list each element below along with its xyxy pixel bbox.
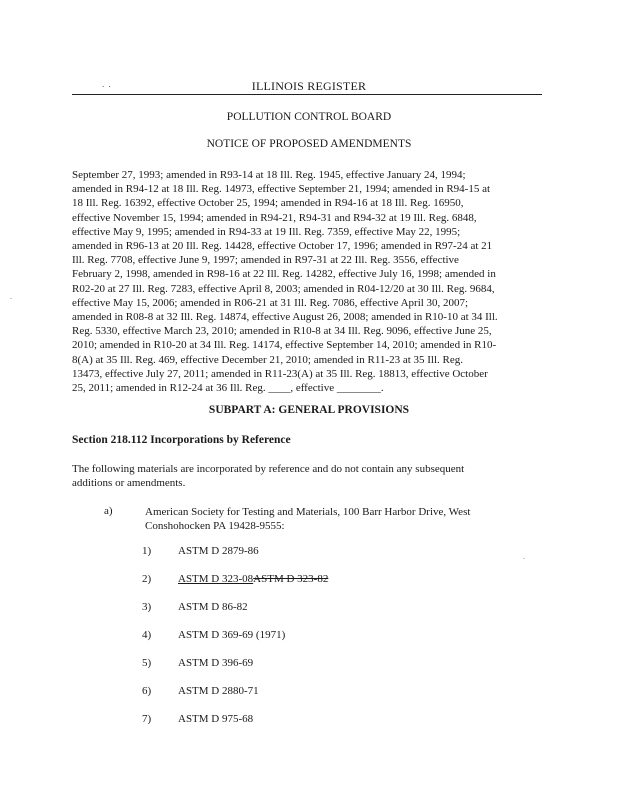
source-line: amended in R94-12 at 18 Ill. Reg. 14973, effective September 21, 1994; amended in R94-15 at <box>72 183 491 196</box>
source-line: R02-20 at 27 Ill. Reg. 7283, effective April 8, 2003; amended in R04-12/20 at 30 Ill. Reg. 9684, <box>72 282 495 295</box>
margin-mark: . <box>523 552 525 561</box>
intro-paragraph <box>72 462 542 490</box>
list-item-text: ASTM D 2879-86 <box>178 545 259 557</box>
section-heading: Section 218.112 Incorporations by Reference <box>72 434 291 446</box>
source-line: September 27, 1993; amended in R93-14 at 18 Ill. Reg. 1945, effective January 24, 1994; <box>72 169 466 181</box>
list-item-text: ASTM D 975-68 <box>178 713 254 725</box>
deleted-text: ASTM D 323-82 <box>253 573 329 585</box>
header-rule <box>72 94 542 95</box>
list-item-number: 1) <box>142 545 152 557</box>
subpart-heading: SUBPART A: GENERAL PROVISIONS <box>208 404 410 416</box>
added-text: ASTM D 323-08 <box>178 573 254 585</box>
margin-mark: . <box>10 292 12 301</box>
list-item-number: 3) <box>142 601 152 613</box>
source-line: Ill. Reg. 7708, effective June 9, 1997; amended in R97-31 at 22 Ill. Reg. 3556, effective <box>72 254 459 267</box>
item-a-line: American Society for Testing and Materials, 100 Barr Harbor Drive, West <box>145 506 471 518</box>
header-mark: . . <box>102 79 112 89</box>
list-item-number: 5) <box>142 657 152 669</box>
list-item-text <box>178 573 328 585</box>
list-item-text: ASTM D 369-69 (1971) <box>178 629 286 641</box>
list-item-number: 6) <box>142 685 152 697</box>
list-item-number: 4) <box>142 629 152 641</box>
notice-title: NOTICE OF PROPOSED AMENDMENTS <box>206 138 412 150</box>
list-item-text: ASTM D 86-82 <box>178 601 248 613</box>
source-note <box>72 168 546 395</box>
source-line: 25, 2011; amended in R12-24 at 36 Ill. Reg. ____, effective ________. <box>72 382 384 395</box>
source-line: Reg. 5330, effective March 23, 2010; amended in R10-8 at 34 Ill. Reg. 9096, effective June 25, <box>72 325 492 338</box>
register-title: ILLINOIS REGISTER <box>251 79 367 93</box>
source-line: amended in R08-8 at 32 Ill. Reg. 14874, effective August 26, 2008; amended in R10-10 at 34 Ill. <box>72 311 498 324</box>
list-item-number: 2) <box>142 573 152 585</box>
source-line: amended in R96-13 at 20 Ill. Reg. 14428, effective October 17, 1996; amended in R97-24 at 21 <box>72 240 493 253</box>
source-line: 18 Ill. Reg. 16392, effective October 25, 1994; amended in R94-16 at 18 Ill. Reg. 16950, <box>72 197 464 210</box>
source-line: 8(A) at 35 Ill. Reg. 469, effective December 21, 2010; amended in R11-23 at 35 Ill. Reg. <box>72 353 464 366</box>
list-item-text: ASTM D 2880-71 <box>178 685 259 697</box>
item-a-text <box>145 505 525 533</box>
list-item-text: ASTM D 396-69 <box>178 657 254 669</box>
agency-name: POLLUTION CONTROL BOARD <box>226 111 392 123</box>
list-item-number: 7) <box>142 713 152 725</box>
item-a-line: Conshohocken PA 19428-9555: <box>145 520 285 533</box>
item-a-label: a) <box>104 505 113 517</box>
source-line: effective May 15, 2006; amended in R06-21 at 31 Ill. Reg. 7086, effective April 30, 2007; <box>72 296 469 309</box>
source-line: 2010; amended in R10-20 at 34 Ill. Reg. 14174, effective September 14, 2010; amended in R10- <box>72 339 497 352</box>
source-line: 13473, effective July 27, 2011; amended in R11-23(A) at 35 Ill. Reg. 18813, effective October <box>72 367 488 380</box>
intro-line: additions or amendments. <box>72 477 186 490</box>
source-line: February 2, 1998, amended in R98-16 at 22 Ill. Reg. 14282, effective July 16, 1998; amended in <box>72 268 496 281</box>
intro-line: The following materials are incorporated by reference and do not contain any subsequent <box>72 463 465 475</box>
source-line: effective May 9, 1995; amended in R94-33 at 19 Ill. Reg. 7359, effective May 22, 1995; <box>72 225 461 238</box>
source-line: effective November 15, 1994; amended in R94-21, R94-31 and R94-32 at 19 Ill. Reg. 6848, <box>72 211 477 224</box>
